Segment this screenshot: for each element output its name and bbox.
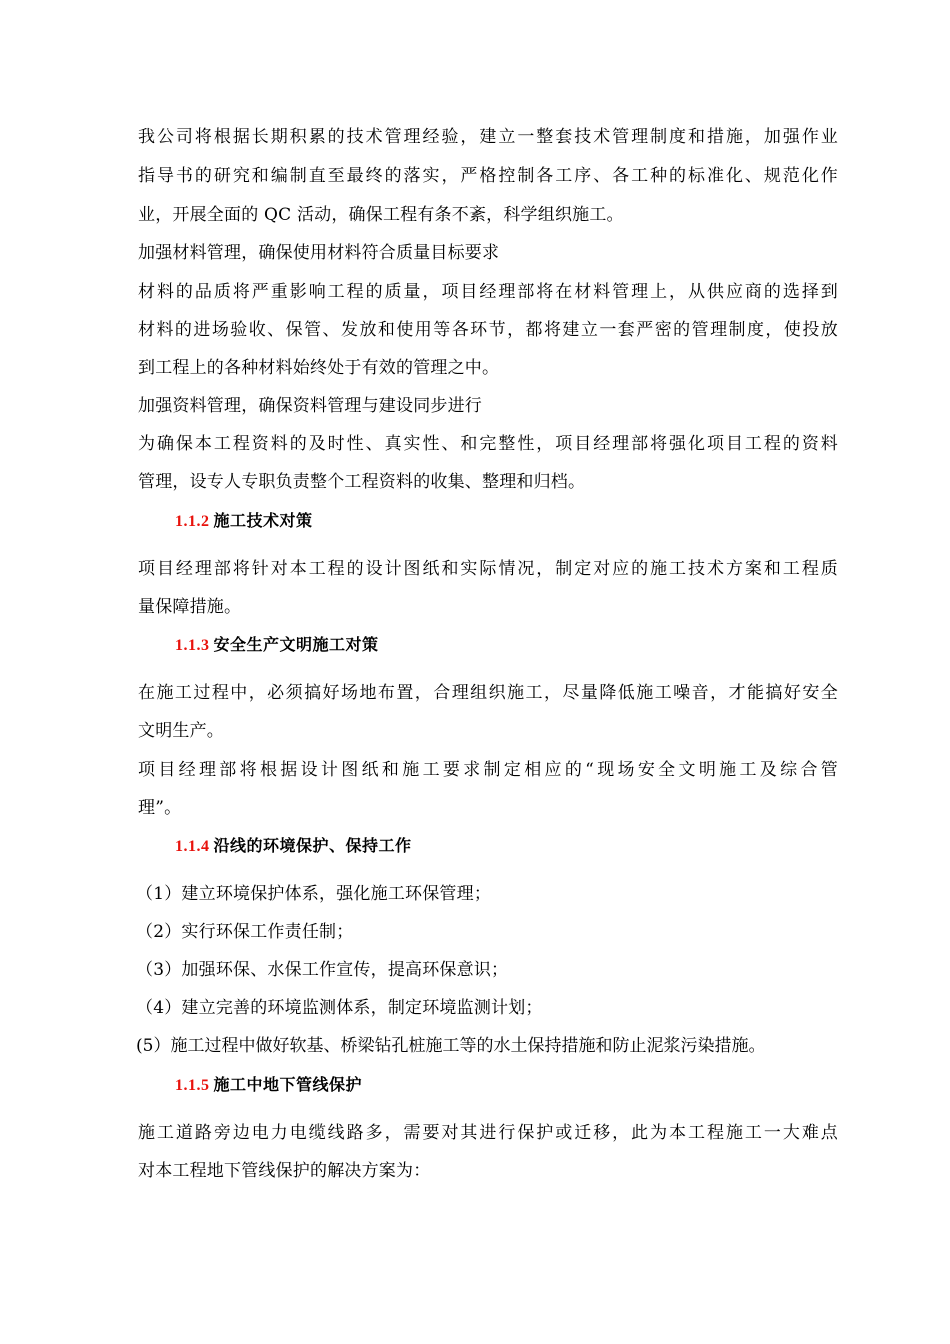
paragraph-line: 对本工程地下管线保护的解决方案为：	[138, 1161, 431, 1181]
section-title: 沿线的环境保护、保持工作	[213, 836, 412, 855]
paragraph-line: 到工程上的各种材料始终处于有效的管理之中。	[138, 358, 500, 378]
list-item: （4）建立完善的环境监测体系，制定环境监测计划；	[136, 998, 543, 1018]
paragraph-line: 材料的品质将严重影响工程的质量，项目经理部将在材料管理上，从供应商的选择到	[138, 282, 838, 302]
section-title: 施工技术对策	[213, 511, 313, 530]
paragraph-line: 文明生产。	[138, 721, 224, 741]
paragraph-line: 业，开展全面的 QC 活动，确保工程有条不紊，科学组织施工。	[138, 205, 624, 225]
paragraph-line: 理”。	[138, 798, 182, 818]
section-number: 1.1.2	[175, 513, 210, 530]
section-heading	[175, 836, 412, 857]
paragraph-line: 在施工过程中，必须搞好场地布置，合理组织施工，尽量降低施工噪音，才能搞好安全	[138, 683, 838, 703]
paragraph-line: 指导书的研究和编制直至最终的落实，严格控制各工序、各工种的标准化、规范化作	[138, 166, 838, 186]
paragraph-line: 加强资料管理，确保资料管理与建设同步进行	[138, 396, 482, 416]
paragraph-line: 量保障措施。	[138, 597, 242, 617]
list-item: (5）施工过程中做好软基、桥梁钻孔桩施工等的水土保持措施和防止泥浆污染措施。	[136, 1036, 766, 1056]
paragraph-line: 材料的进场验收、保管、发放和使用等各环节，都将建立一套严密的管理制度，使投放	[138, 320, 838, 340]
paragraph-line: 项目经理部将根据设计图纸和施工要求制定相应的“现场安全文明施工及综合管	[138, 760, 838, 780]
paragraph-line: 我公司将根据长期积累的技术管理经验，建立一整套技术管理制度和措施，加强作业	[138, 127, 838, 147]
section-title: 安全生产文明施工对策	[213, 635, 379, 654]
section-heading	[175, 635, 379, 656]
section-number: 1.1.5	[175, 1077, 210, 1094]
list-item: （2）实行环保工作责任制；	[136, 922, 354, 942]
paragraph-line: 项目经理部将针对本工程的设计图纸和实际情况，制定对应的施工技术方案和工程质	[138, 559, 838, 579]
paragraph-line: 加强材料管理，确保使用材料符合质量目标要求	[138, 243, 500, 263]
section-heading	[175, 1075, 362, 1096]
list-item: （3）加强环保、水保工作宣传，提高环保意识；	[136, 960, 509, 980]
section-title: 施工中地下管线保护	[213, 1075, 363, 1094]
paragraph-line: 施工道路旁边电力电缆线路多，需要对其进行保护或迁移，此为本工程施工一大难点	[138, 1123, 838, 1143]
section-number: 1.1.3	[175, 637, 210, 654]
list-item: （1）建立环境保护体系，强化施工环保管理；	[136, 884, 492, 904]
section-number: 1.1.4	[175, 838, 210, 855]
paragraph-line: 为确保本工程资料的及时性、真实性、和完整性，项目经理部将强化项目工程的资料	[138, 434, 838, 454]
section-heading	[175, 511, 313, 532]
paragraph-line: 管理，设专人专职负责整个工程资料的收集、整理和归档。	[138, 472, 586, 492]
